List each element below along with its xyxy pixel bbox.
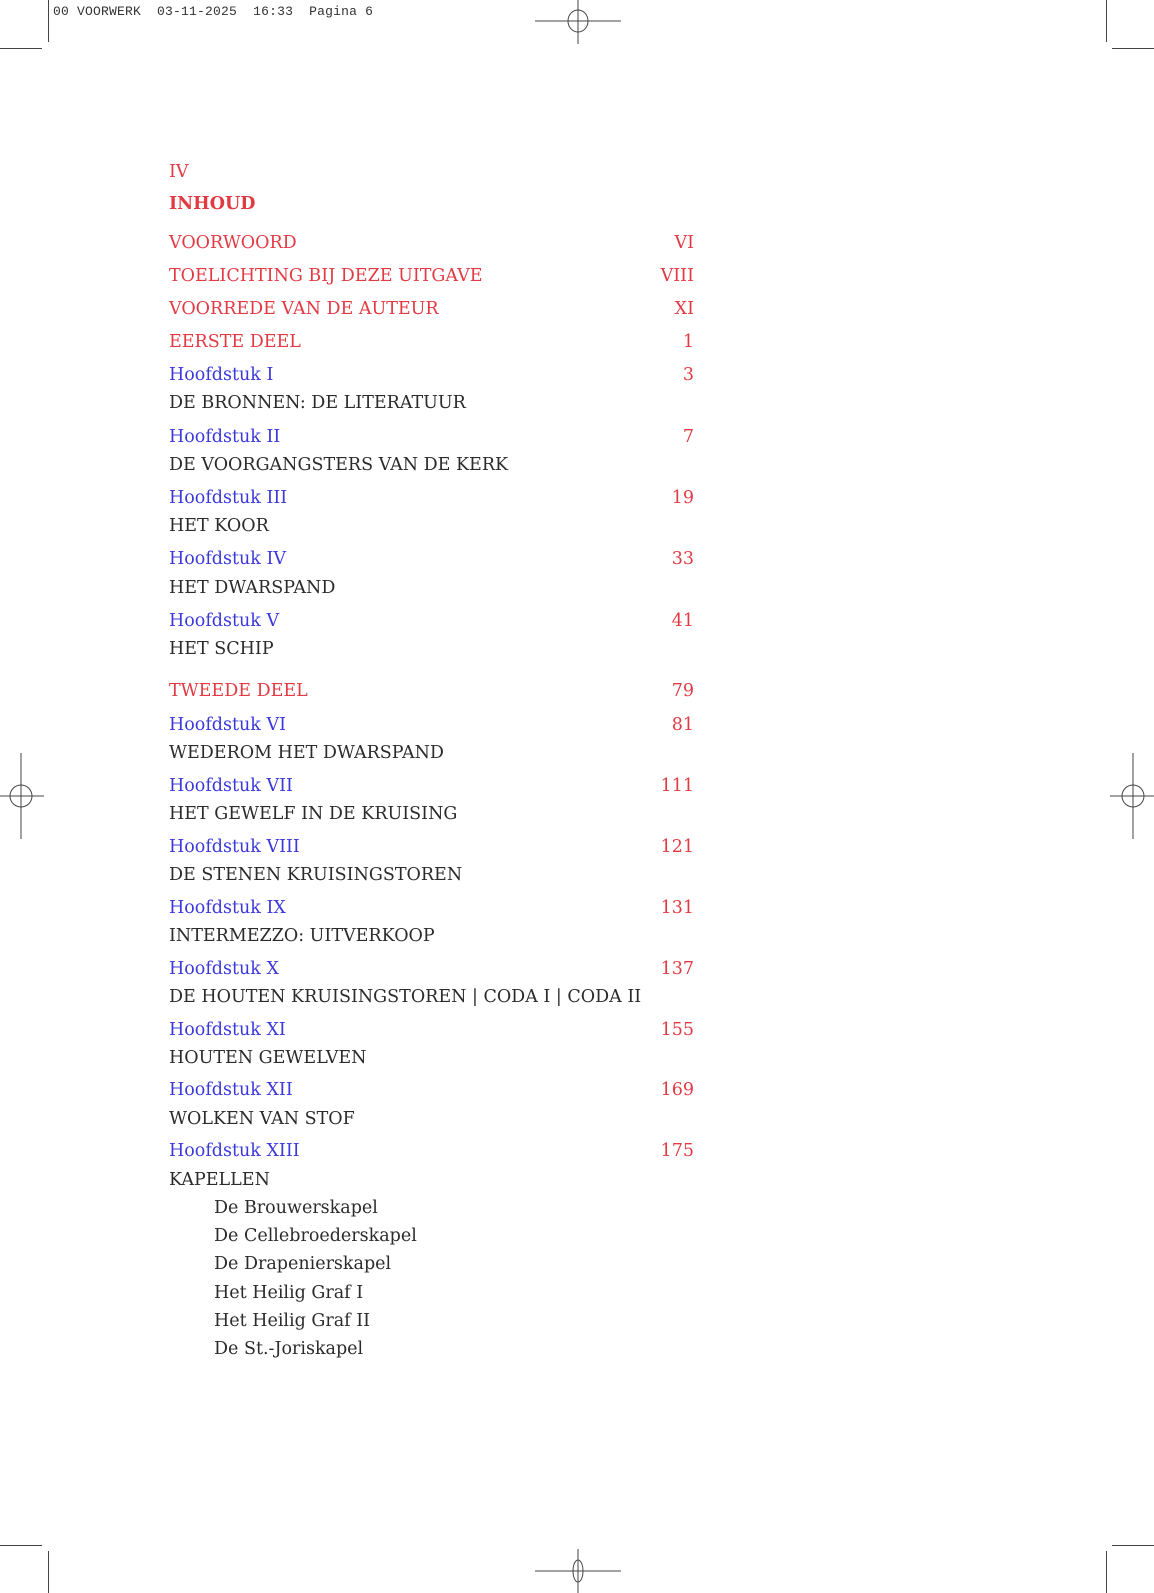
crop-mark-top-right-horizontal [1112, 48, 1154, 49]
toc-chapter[interactable] [169, 365, 694, 385]
crop-mark-top-left-horizontal [0, 48, 42, 49]
registration-mark-bottom-icon [535, 1549, 621, 1593]
toc-chapter-title: HOUTEN GEWELVEN [169, 1048, 367, 1068]
toc-chapter-page: 3 [682, 365, 694, 385]
toc-chapter-label: Hoofdstuk I [169, 365, 274, 385]
toc-subsection[interactable]: Het Heilig Graf II [214, 1311, 371, 1331]
toc-chapter-title: HET GEWELF IN DE KRUISING [169, 804, 458, 824]
crop-mark-top-right-vertical [1106, 0, 1107, 42]
toc-subsection[interactable]: De Brouwerskapel [214, 1198, 378, 1218]
toc-chapter-page: 19 [671, 488, 694, 508]
toc-chapter-page: 121 [660, 837, 694, 857]
toc-part-label: EERSTE DEEL [169, 332, 301, 352]
toc-entry-label: TOELICHTING BIJ DEZE UITGAVE [169, 266, 483, 286]
toc-chapter[interactable] [169, 1020, 694, 1040]
toc-chapter[interactable] [169, 776, 694, 796]
toc-chapter-label: Hoofdstuk VI [169, 715, 287, 735]
toc-entry-label: VOORREDE VAN DE AUTEUR [169, 299, 439, 319]
toc-chapter[interactable] [169, 427, 694, 447]
toc-chapter[interactable] [169, 1080, 694, 1100]
toc-subsection[interactable]: De Drapenierskapel [214, 1254, 392, 1274]
toc-chapter[interactable] [169, 837, 694, 857]
toc-chapter-label: Hoofdstuk II [169, 427, 281, 447]
toc-chapter-title: DE BRONNEN: DE LITERATUUR [169, 393, 466, 413]
crop-mark-bottom-left-vertical [48, 1551, 49, 1593]
toc-entry-toelichting[interactable] [169, 266, 694, 286]
toc-chapter-page: 137 [660, 959, 694, 979]
toc-chapter[interactable] [169, 611, 694, 631]
toc-chapter[interactable] [169, 1141, 694, 1161]
toc-chapter[interactable] [169, 898, 694, 918]
page-number: IV [169, 162, 189, 182]
page-title: INHOUD [169, 194, 256, 214]
toc-chapter-page: 81 [671, 715, 694, 735]
toc-chapter-label: Hoofdstuk VII [169, 776, 293, 796]
crop-mark-top-left-vertical [48, 0, 49, 42]
toc-part-eerste-deel[interactable] [169, 332, 694, 352]
slug-file: 00 VOORWERK [53, 4, 142, 19]
toc-entry-page: VIII [660, 266, 694, 286]
toc-entry-label: VOORWOORD [169, 233, 297, 253]
toc-entry-page: VI [674, 233, 694, 253]
toc-entry-voorwoord[interactable] [169, 233, 694, 253]
toc-part-tweede-deel[interactable] [169, 681, 694, 701]
toc-chapter[interactable] [169, 715, 694, 735]
toc-chapter-page: 169 [660, 1080, 694, 1100]
toc-chapter-label: Hoofdstuk XIII [169, 1141, 300, 1161]
toc-part-page: 1 [682, 332, 694, 352]
toc-chapter-title: DE VOORGANGSTERS VAN DE KERK [169, 455, 509, 475]
toc-entry-voorrede[interactable] [169, 299, 694, 319]
registration-mark-left-icon [0, 753, 44, 839]
toc-subsection[interactable]: De Cellebroederskapel [214, 1226, 417, 1246]
toc-chapter-title: INTERMEZZO: UITVERKOOP [169, 926, 435, 946]
toc-subsection[interactable]: De St.-Joriskapel [214, 1339, 364, 1359]
toc-chapter-page: 131 [660, 898, 694, 918]
toc-chapter-page: 7 [682, 427, 694, 447]
crop-mark-bottom-right-horizontal [1112, 1545, 1154, 1546]
toc-chapter-page: 41 [671, 611, 694, 631]
toc-chapter[interactable] [169, 959, 694, 979]
toc-chapter-label: Hoofdstuk IX [169, 898, 286, 918]
toc-chapter-title: HET KOOR [169, 516, 269, 536]
toc-chapter-title: WOLKEN VAN STOF [169, 1109, 355, 1129]
toc-chapter-page: 33 [671, 549, 694, 569]
slug-page: Pagina 6 [309, 4, 374, 19]
toc-chapter-title: HET SCHIP [169, 639, 274, 659]
toc-chapter-title: HET DWARSPAND [169, 578, 336, 598]
toc-chapter-title: DE STENEN KRUISINGSTOREN [169, 865, 463, 885]
toc-chapter-label: Hoofdstuk VIII [169, 837, 300, 857]
slug-time: 16:33 [253, 4, 294, 19]
toc-chapter-label: Hoofdstuk V [169, 611, 280, 631]
toc-part-page: 79 [671, 681, 694, 701]
registration-mark-top-icon [535, 0, 621, 44]
toc-subsection[interactable]: Het Heilig Graf I [214, 1283, 364, 1303]
crop-mark-bottom-left-horizontal [0, 1545, 42, 1546]
toc-chapter-title: KAPELLEN [169, 1170, 270, 1190]
toc-chapter-label: Hoofdstuk XI [169, 1020, 286, 1040]
toc-part-label: TWEEDE DEEL [169, 681, 308, 701]
toc-chapter[interactable] [169, 549, 694, 569]
toc-chapter-label: Hoofdstuk XII [169, 1080, 293, 1100]
toc-chapter-page: 155 [660, 1020, 694, 1040]
registration-mark-right-icon [1110, 753, 1154, 839]
printer-slug [53, 4, 373, 19]
crop-mark-bottom-right-vertical [1106, 1551, 1107, 1593]
toc-chapter[interactable] [169, 488, 694, 508]
toc-chapter-page: 111 [660, 776, 694, 796]
toc-chapter-label: Hoofdstuk III [169, 488, 288, 508]
toc-chapter-title: WEDEROM HET DWARSPAND [169, 743, 444, 763]
toc-chapter-page: 175 [660, 1141, 694, 1161]
toc-chapter-title: DE HOUTEN KRUISINGSTOREN | CODA I | CODA II [169, 987, 642, 1007]
slug-date: 03-11-2025 [157, 4, 238, 19]
toc-chapter-label: Hoofdstuk X [169, 959, 279, 979]
toc-chapter-label: Hoofdstuk IV [169, 549, 287, 569]
toc-entry-page: XI [674, 299, 694, 319]
